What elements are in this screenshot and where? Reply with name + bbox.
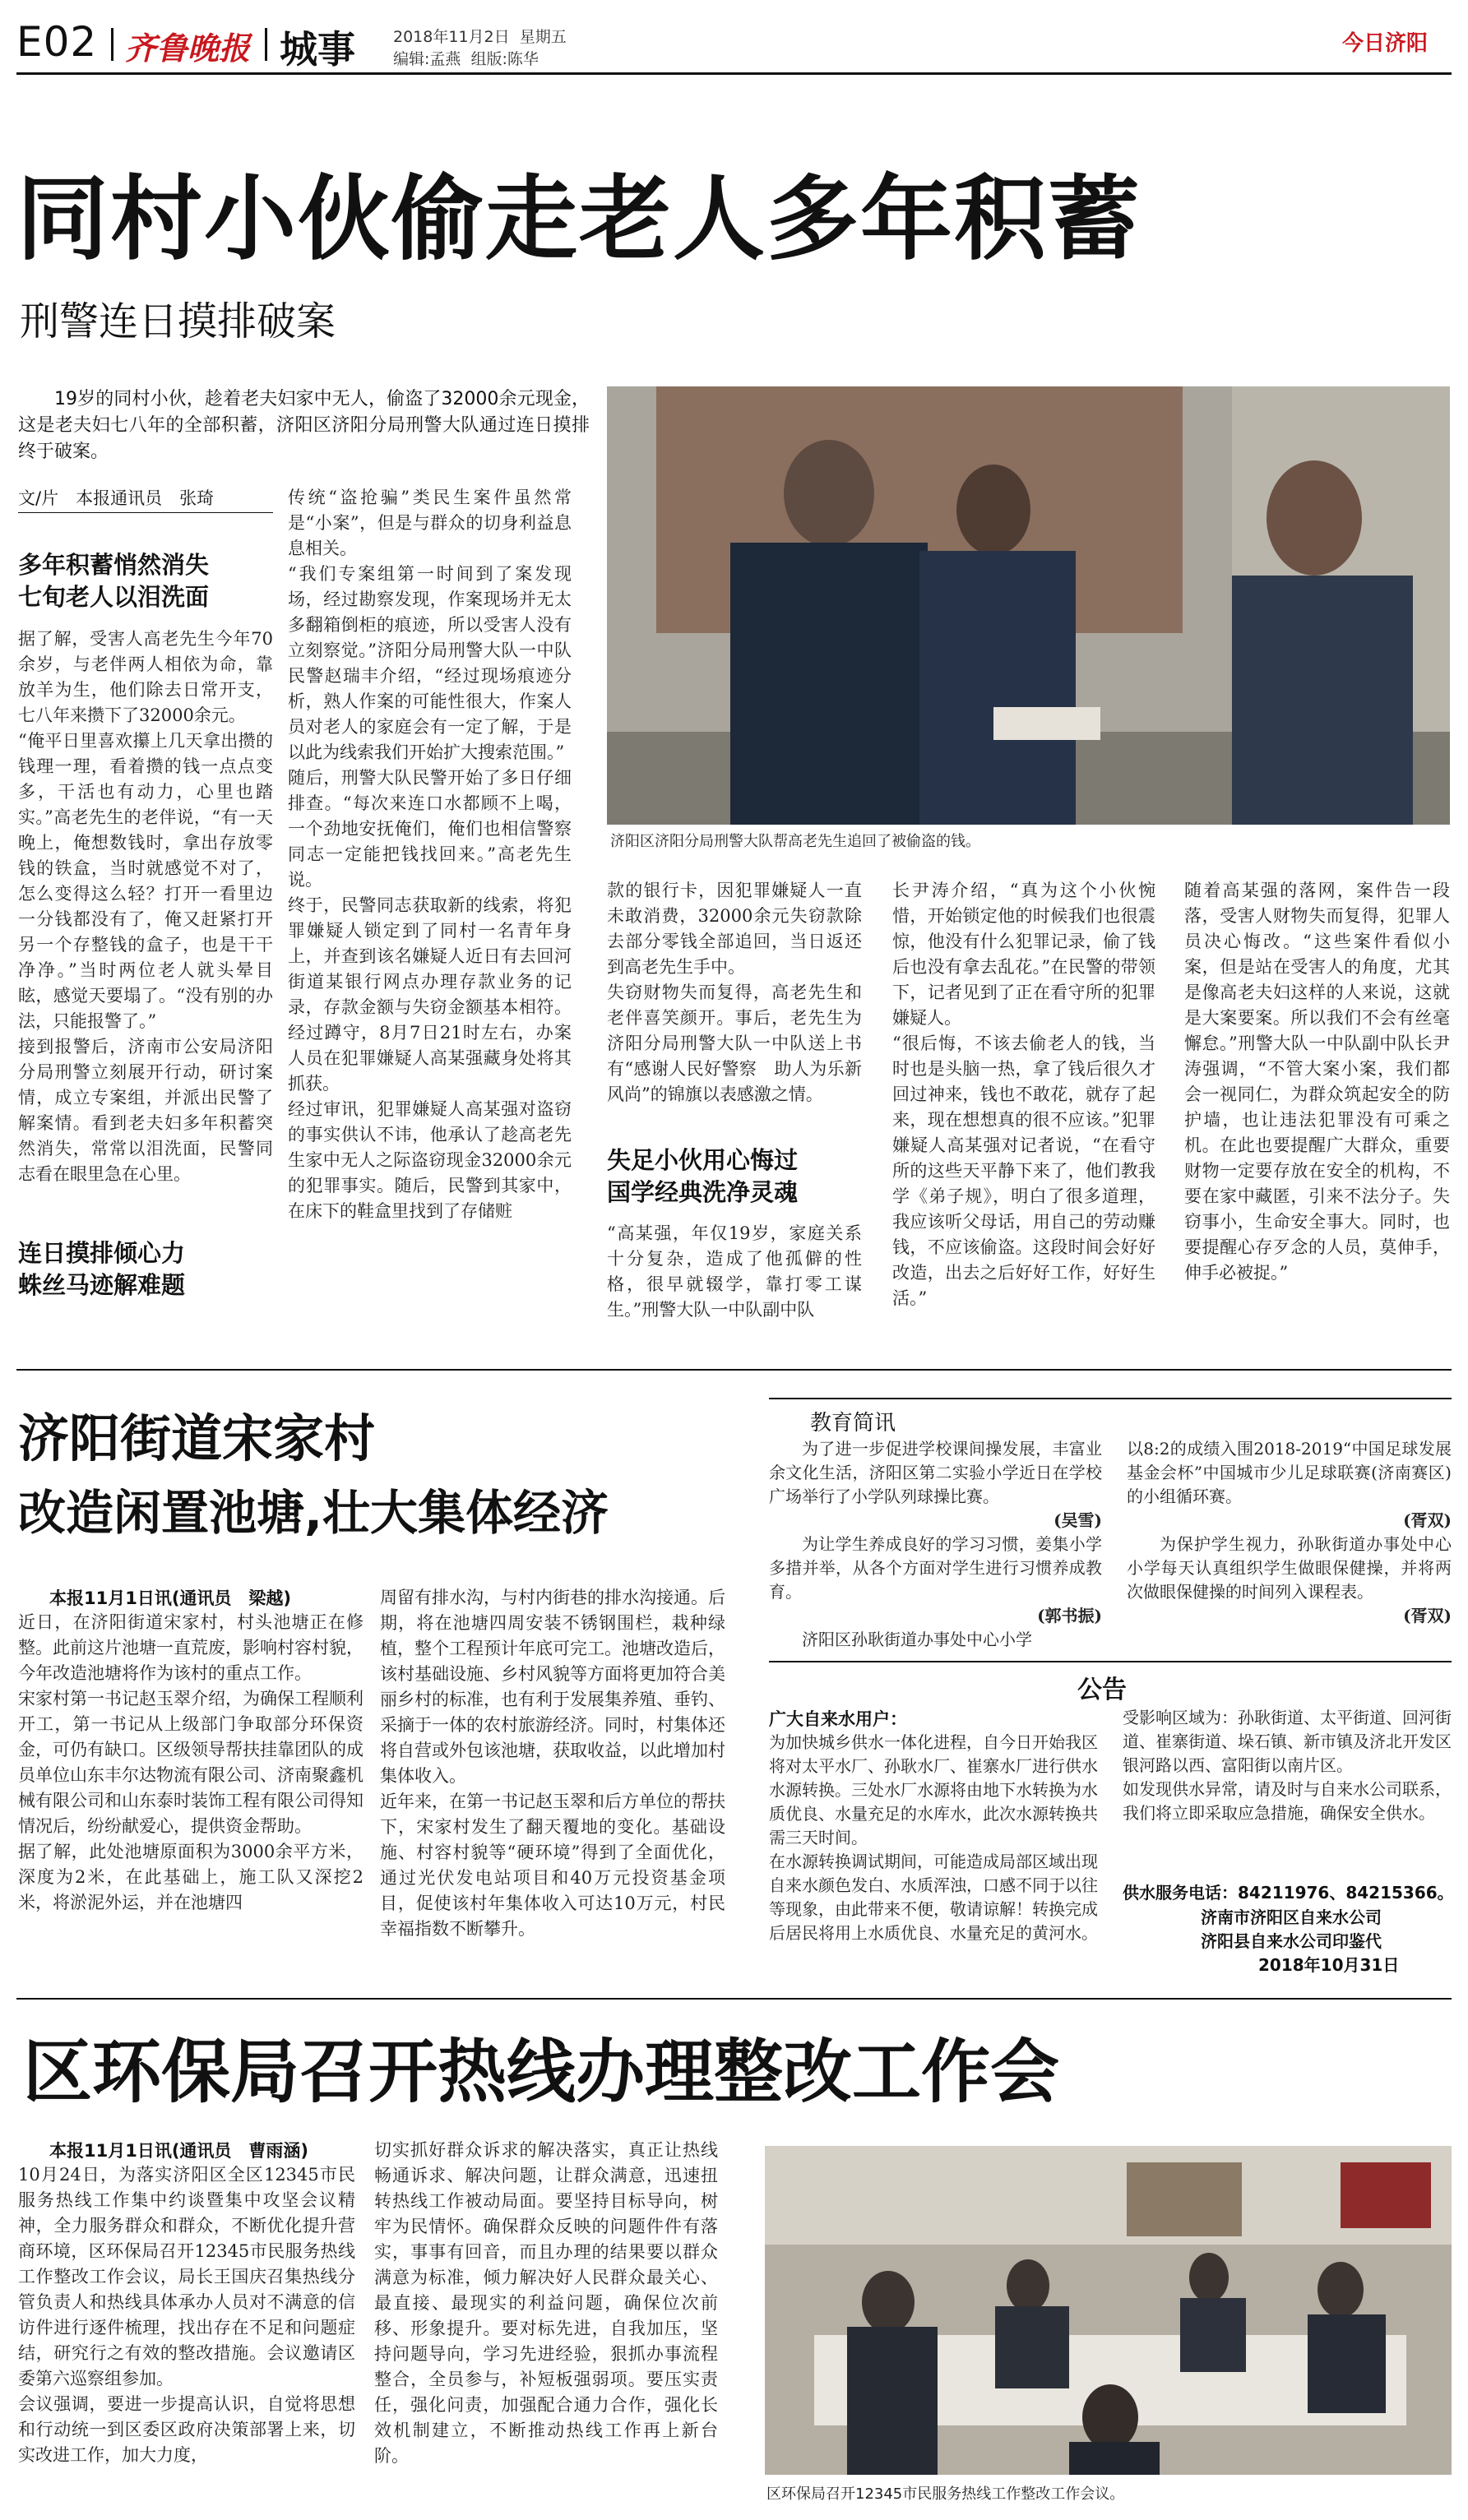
notice-body2: 受影响区域为：孙耿街道、太平街道、回河街道、崔寨街道、垛石镇、新市镇及济北开发区银河路以西、富阳街以南片区。 如发现供水异常，请及时与自来水公司联系，我们将立即采取应急措施，确保安全供水。	[1123, 1708, 1452, 1823]
masthead	[0, 0, 1468, 76]
edu-top-rule	[769, 1398, 1452, 1399]
notice-top-rule	[769, 1661, 1452, 1662]
story1-photo-caption: 济阳区济阳分局刑警大队帮高老先生追回了被偷盗的钱。	[610, 833, 980, 850]
story1-col1: 据了解，受害人高老先生今年70余岁，与老伴两人相依为命，靠放羊为生，他们除去日常开支，七八年来攒下了32000余元。 “俺平日里喜欢攥上几天拿出攒的钱理一理，看着攒的钱一点点变多，干活也有动力，心里也踏实。”高老先生的老伴说，“有一天晚上，俺想数钱时，拿出存放零钱的铁盒，当时就感觉不对了，怎么变得这么轻？打开一看里边一分钱都没有了，俺又赶紧打开另一个存整钱的盒子，也是干干净净。”当时两位老人就头晕目眩，感觉天要塌了。“没有别的办法，只能报警了。” 接到报警后，济南市公安局济阳分局刑警立刻展开行动，研讨案情，成立专案组，并派出民警了解案情。看到老夫妇多年积蓄突然消失，常常以泪洗面，民警同志看在眼里急在心里。	[18, 629, 273, 1184]
date-text: 2018年11月2日	[393, 28, 510, 46]
story3-photo-caption: 区环保局召开12345市民服务热线工作整改工作会议。	[766, 2485, 1125, 2503]
edition-name: 今日济阳	[1342, 31, 1429, 56]
notice-date: 2018年10月31日	[1258, 1955, 1400, 1975]
story1-subhead-b: 连日摸排倾心力 蛛丝马迹解难题	[18, 1239, 186, 1299]
editor-text: 编辑:孟燕	[393, 50, 461, 68]
story1-bottom-rule	[16, 1369, 1452, 1371]
edu-col2	[1127, 1437, 1452, 1684]
edu-item3: 济阳区孙耿街道办事处中心小学	[802, 1630, 1032, 1649]
byline-rule	[18, 512, 273, 513]
story1-subhead-a: 多年积蓄悄然消失 七旬老人以泪洗面	[18, 551, 210, 611]
story1-subhead-c: 失足小伙用心悔过 国学经典洗净灵魂	[607, 1146, 799, 1206]
story3-byline: 本报11月1日讯(通讯员 曹雨涵)	[49, 2141, 309, 2161]
paper-logo: 齐鲁晚报	[125, 30, 251, 67]
notice-hotline: 供水服务电话：84211976、84215366。	[1123, 1883, 1454, 1903]
lead-text: 19岁的同村小伙，趁着老夫妇家中无人，偷盗了32000余元现金，这是老夫妇七八年的全部积蓄，济阳区济阳分局刑警大队通过连日摸排终于破案。	[18, 389, 590, 462]
story1-headline: 同村小伙偷走老人多年积蓄	[16, 166, 1142, 273]
layout-text: 组版:陈华	[470, 50, 539, 68]
edu-sig1: (吴雪)	[1054, 1510, 1102, 1530]
story2-byline: 本报11月1日讯(通讯员 梁越)	[49, 1588, 292, 1608]
notice-title: 公告	[1077, 1676, 1127, 1704]
edu-sig2: (郭书振)	[1037, 1606, 1102, 1625]
story1-col4: 长尹涛介绍，“真为这个小伙惋惜，开始锁定他的时候我们也很震惊，他没有什么犯罪记录，偷了钱后也没有拿去乱花。”在民警的带领下，记者见到了正在看守所的犯罪嫌疑人。 “很后悔，不该去偷老人的钱，当时也是头脑一热，拿了钱后很久才回过神来，钱也不敢花，就存了起来，现在想想真的很不应该。”犯罪嫌疑人高某强对记者说，“在看守所的这些天平静下来了，他们教我学《弟子规》，明白了很多道理，我应该听父母话，用自己的劳动赚钱，不应该偷盗。这段时间会好好改造，出去之后好好工作，好好生活。”	[892, 881, 1155, 1308]
edu-sig4: (胥双)	[1403, 1510, 1452, 1530]
story2-headline-line1: 济阳街道宋家村	[18, 1408, 376, 1468]
edu-item5: 为保护学生视力，孙耿街道办事处中心小学每天认真组织学生做眼保健操，并将两次做眼保健操的时间列入课程表。	[1127, 1534, 1452, 1602]
edu-sig5: (胥双)	[1403, 1606, 1452, 1625]
notice-org2: 济阳县自来水公司印鉴代	[1201, 1931, 1382, 1951]
editor-credit	[393, 47, 539, 69]
story1-subheadline: 刑警连日摸排破案	[20, 298, 336, 344]
edu-item4: 以8:2的成绩入围2018-2019“中国足球发展基金会杯”中国城市少儿足球联赛(济南赛区)的小组循环赛。	[1127, 1439, 1452, 1506]
edu-item2: 为让学生养成良好的学习习惯，姜集小学多措并举，从各个方面对学生进行习惯养成教育。	[769, 1534, 1102, 1602]
story3-photo	[765, 2146, 1452, 2475]
weekday-text: 星期五	[519, 28, 567, 46]
edu-col1	[769, 1437, 1102, 1684]
issue-date	[393, 25, 567, 47]
meeting-photo-icon	[765, 2146, 1452, 2475]
edu-item1: 为了进一步促进学校课间操发展，丰富业余文化生活，济阳区第二实验小学近日在学校广场举行了小学队列球操比赛。	[769, 1439, 1102, 1506]
edu-label: 教育简讯	[810, 1411, 896, 1436]
page-number: E02	[16, 18, 98, 66]
header-divider	[111, 28, 113, 61]
story2-col1: 近日，在济阳街道宋家村，村头池塘正在修整。此前这片池塘一直荒废，影响村容村貌，今年改造池塘将作为该村的重点工作。 宋家村第一书记赵玉翠介绍，为确保工程顺利开工，第一书记从上级部门争取部分环保资金，可仍有缺口。区级领导帮扶挂靠团队的成员单位山东丰尔达物流有限公司、济南聚鑫机械有限公司和山东泰时装饰工程有限公司得知情况后，纷纷献爱心，提供资金帮助。 据了解，此处池塘原面积为3000余平方米，深度为2米，在此基础上，施工队又深挖2米，将淤泥外运，并在池塘四	[18, 1612, 364, 1912]
story3-col2: 切实抓好群众诉求的解决落实，真正让热线畅通诉求、解决问题，让群众满意，迅速扭转热线工作被动局面。要坚持目标导向，树牢为民情怀。确保群众反映的问题件件有落实，事事有回音，而且办理的结果要以群众满意为标准，倾力解决好人民群众最关心、最直接、最现实的利益问题，确保位次前移、形象提升。要对标先进，自我加压，坚持问题导向，学习先进经验，狠抓办事流程整合，全员参与，补短板强弱项。要压实责任，强化问责，加强配合通力合作，强化长效机制建立，不断推动热线工作再上新台阶。	[374, 2140, 718, 2466]
notice-org1: 济南市济阳区自来水公司	[1201, 1907, 1382, 1927]
story3-headline: 区环保局召开热线办理整改工作会	[23, 2032, 1060, 2112]
story3-col1: 10月24日，为落实济阳区全区12345市民服务热线工作集中约谈暨集中攻坚会议精神，全力服务群众和群众，不断优化提升营商环境，区环保局召开12345市民服务热线工作整改工作会议，局长王国庆召集热线分管负责人和热线具体承办人员对不满意的信访件进行逐件梳理，找出存在不足和问题症结，研究行之有效的整改措施。会议邀请区委第六巡察组参加。 会议强调，要进一步提高认识，自觉将思想和行动统一到区委区政府决策部署上来，切实改进工作，加大力度，	[18, 2165, 355, 2465]
story1-photo	[607, 386, 1450, 825]
story1-col3b: “高某强，年仅19岁，家庭关系十分复杂，造成了他孤僻的性格，很早就辍学，靠打零工谋生。”刑警大队一中队副中队	[607, 1223, 862, 1320]
police-return-money-photo-icon	[607, 386, 1450, 825]
story2-bottom-rule	[16, 1998, 1452, 2000]
story1-col2: 传统“盗抢骗”类民生案件虽然常是“小案”，但是与群众的切身利益息息相关。 “我们专案组第一时间到了案发现场，经过勘察发现，作案现场并无太多翻箱倒柜的痕迹，所以受害人没有立刻察觉。”济阳分局刑警大队一中队民警赵瑞丰介绍，“经过现场痕迹分析，熟人作案的可能性很大，作案人员对老人的家庭会有一定了解，于是以此为线索我们开始扩大搜索范围。” 随后，刑警大队民警开始了多日仔细排查。“每次来连口水都顾不上喝，一个劲地安抚俺们，俺们也相信警察同志一定能把钱找回来。”高老先生说。 终于，民警同志获取新的线索，将犯罪嫌疑人锁定到了同村一名青年身上，并查到该名嫌疑人近日有去回河街道某银行网点办理存款业务的记录，存款金额与失窃金额基本相符。经过蹲守，8月7日21时左右，办案人员在犯罪嫌疑人高某强藏身处将其抓获。 经过审讯，犯罪嫌疑人高某强对盗窃的事实供认不讳，他承认了趁高老先生家中无人之际盗窃现金32000余元的犯罪事实。随后，民警到其家中，在床下的鞋盒里找到了存储赃	[288, 488, 572, 1221]
notice-salutation: 广大自来水用户：	[769, 1709, 907, 1729]
story1-col3: 款的银行卡，因犯罪嫌疑人一直未敢消费，32000余元失窃款除去部分零钱全部追回，当日返还到高老先生手中。 失窃财物失而复得，高老先生和老伴喜笑颜开。事后，老先生为济阳分局刑警大队一中队送上书有“感谢人民好警察 助人为乐新风尚”的锦旗以表感激之情。	[607, 881, 862, 1104]
notice-body1: 为加快城乡供水一体化进程，自今日开始我区将对太平水厂、孙耿水厂、崔寨水厂进行供水水源转换。三处水厂水源将由地下水转换为水质优良、水量充足的水库水，此次水源转换共需三天时间。 在水源转换调试期间，可能造成局部区域出现自来水颜色发白、水质浑浊，口感不同于以往等现象，由此带来不便，敬请谅解！转换完成后居民将用上水质优良、水量充足的黄河水。	[769, 1732, 1098, 1943]
story1-byline: 文/片 本报通讯员 张琦	[18, 488, 215, 508]
story2-col2: 周留有排水沟，与村内街巷的排水沟接通。后期，将在池塘四周安装不锈钢围栏，栽种绿植，整个工程预计年底可完工。池塘改造后，该村基础设施、乡村风貌等方面将更加符合美丽乡村的标准，也有利于发展集养殖、垂钓、采摘于一体的农村旅游经济。同时，村集体还将自营或外包该池塘，获取收益，以此增加村集体收入。 近年来，在第一书记赵玉翠和后方单位的帮扶下，宋家村发生了翻天覆地的变化。基础设施、村容村貌等“硬环境”得到了全面优化，通过光伏发电站项目和40万元投资基金项目，促使该村年集体收入可达10万元，村民幸福指数不断攀升。	[380, 1588, 725, 1939]
header-bottom-rule	[16, 72, 1452, 75]
section-name: 城事	[280, 27, 355, 72]
story2-headline-line2: 改造闲置池塘,壮大集体经济	[18, 1485, 609, 1541]
header-divider-2	[265, 28, 267, 61]
story1-lead	[18, 386, 590, 465]
story1-col5: 随着高某强的落网，案件告一段落，受害人财物失而复得，犯罪人员决心悔改。“这些案件看似小案，但是站在受害人的角度，尤其是像高老夫妇这样的人来说，这就是大案要案。所以我们不会有丝毫懈怠。”刑警大队一中队副中队长尹涛强调，“不管大案小案，我们都会一视同仁，为群众筑起安全的防护墙，也让违法犯罪没有可乘之机。在此也要提醒广大群众，重要财物一定要存放在安全的机构，不要在家中藏匿，引来不法分子。失窃事小，生命安全事大。同时，也要提醒心存歹念的人员，莫伸手，伸手必被捉。”	[1184, 881, 1450, 1283]
